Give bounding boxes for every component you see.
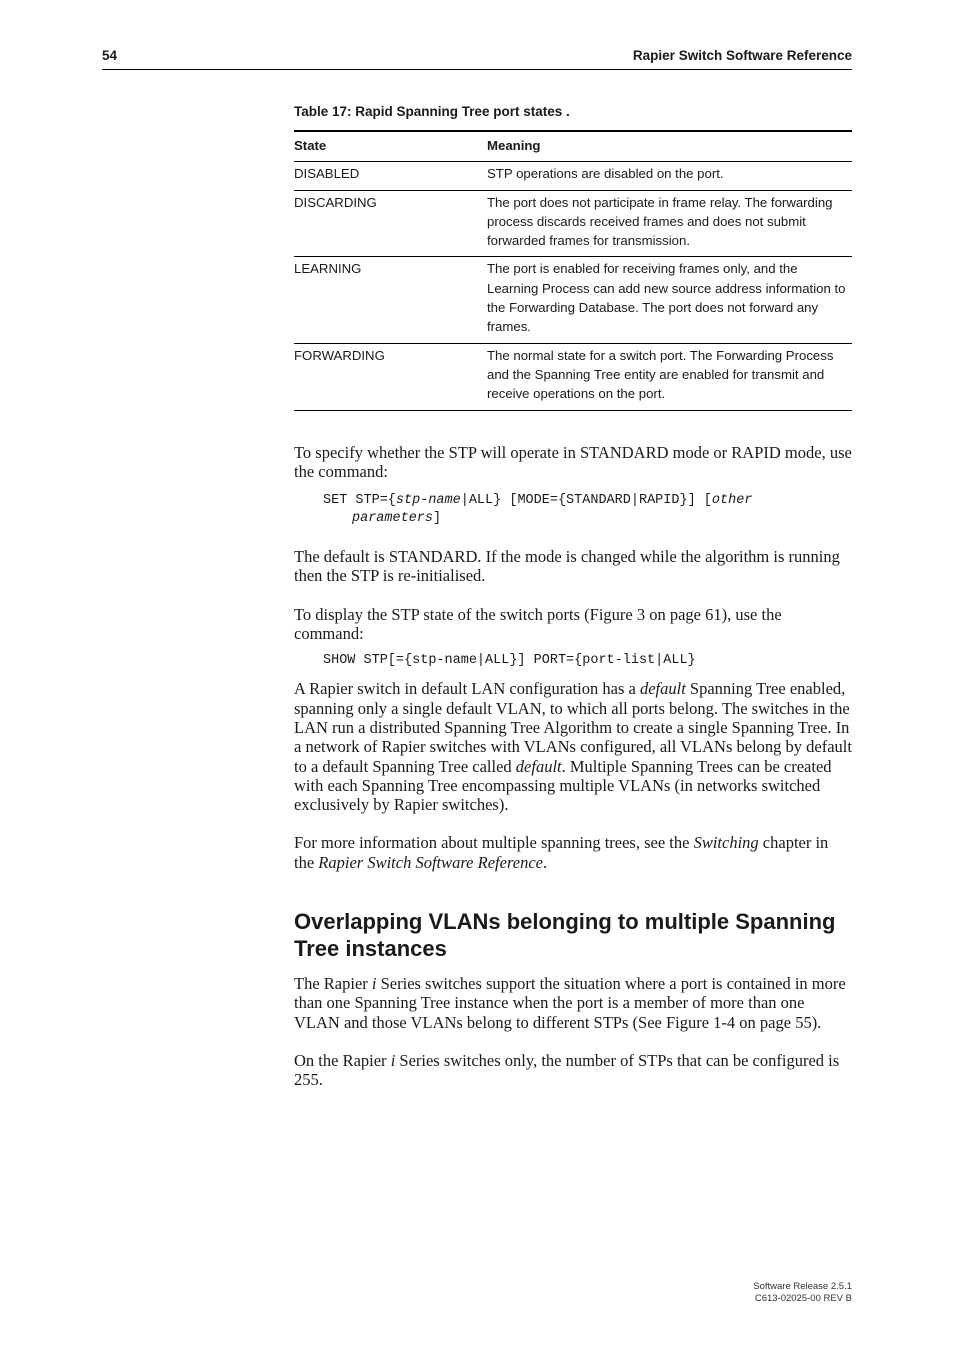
text-run: Series switches support the situation where a port is contained in more than one Spanning Tree instance when the port is a member of more than one VLAN and those VLANs belong to different STPs (See Figure 1-4 on page 55). (294, 974, 846, 1032)
emphasis: i (390, 1050, 396, 1070)
state-cell: DISABLED (294, 162, 487, 190)
state-cell: LEARNING (294, 257, 487, 343)
command-line (323, 492, 852, 510)
emphasis: Switching (693, 833, 759, 853)
text-run: chapter in the (294, 833, 829, 872)
paragraph-stp-mode: To specify whether the STP will operate in STANDARD mode or RAPID mode, use the command: (294, 442, 852, 481)
footer-release: Software Release 2.5.1 (753, 1281, 852, 1292)
table-row (294, 257, 852, 343)
port-states-table (294, 130, 852, 411)
page-content (294, 104, 852, 1090)
paragraph-more-info (294, 833, 852, 872)
page-footer (753, 1281, 852, 1305)
table-row (294, 343, 852, 410)
command-set-stp (323, 492, 852, 528)
text-run: The Rapier (294, 974, 372, 994)
text-run: A Rapier switch in default LAN configuration has a (294, 679, 640, 699)
command-line: SHOW STP[={stp-name|ALL}] PORT={port-list|ALL} (323, 653, 696, 669)
emphasis: i (371, 974, 377, 994)
table-caption: Table 17: Rapid Spanning Tree port states . (294, 104, 570, 119)
paragraph-stp-limit (294, 1051, 852, 1090)
code-param: parameters (352, 511, 434, 527)
code-param: other (711, 493, 753, 509)
code-text: ] (433, 511, 442, 527)
footer-docnum: C613-02025-00 REV B (754, 1293, 852, 1304)
text-run: . Multiple Spanning Trees can be created with each Spanning Tree encompassing multiple VLANs (in networks switched exclusively by Rapier switches). (294, 756, 832, 815)
emphasis: default (639, 679, 686, 699)
table-header-row (294, 131, 852, 162)
code-text: SET STP={ (323, 493, 396, 509)
command-show-stp (323, 652, 852, 670)
paragraph-default-mode: The default is STANDARD. If the mode is changed while the algorithm is running then the STP is re-initialised. (294, 547, 840, 586)
table-row (294, 162, 852, 190)
text-run: Spanning Tree enabled, spanning only a single default VLAN, to which all ports belong. The switches in the LAN run a distributed Spanning Tree Algorithm to create a single Spanning Tree. In a network of Rapier switches with VLANs configured, all VLANs belong by default to a default Spanning Tree called (294, 679, 852, 776)
paragraph-show-stp: To display the STP state of the switch ports (Figure 3 on page 61), use the command: (294, 604, 782, 644)
running-title: Rapier Switch Software Reference (632, 48, 852, 63)
column-header-state: State (294, 131, 487, 162)
column-header-meaning: Meaning (487, 131, 852, 162)
section-heading: Overlapping VLANs belonging to multiple Spanning Tree instances (294, 909, 836, 962)
meaning-cell: STP operations are disabled on the port. (487, 162, 852, 190)
emphasis: Rapier Switch Software Reference (318, 852, 543, 872)
code-text: |ALL} [MODE={STANDARD|RAPID}] [ (460, 493, 712, 509)
paragraph-default-spanning-tree (294, 679, 852, 814)
state-cell: FORWARDING (294, 343, 487, 410)
emphasis: default (515, 756, 562, 776)
page-header (102, 48, 852, 70)
meaning-cell: The port does not participate in frame relay. The forwarding process discards received frames and does not submit forwarded frames for transmission. (487, 190, 852, 257)
text-run: Series switches only, the number of STPs that can be configured is 255. (294, 1050, 840, 1090)
text-run: . (542, 852, 548, 872)
code-param: stp-name (395, 493, 461, 509)
table-row (294, 190, 852, 257)
command-line (323, 510, 852, 528)
paragraph-overlapping-vlans (294, 974, 852, 1032)
meaning-cell: The port is enabled for receiving frames only, and the Learning Process can add new source address information to the Forwarding Database. The port does not forward any frames. (487, 257, 852, 343)
state-cell: DISCARDING (294, 190, 487, 257)
page-number: 54 (102, 48, 118, 63)
meaning-cell: The normal state for a switch port. The Forwarding Process and the Spanning Tree entity are enabled for transmit and receive operations on the port. (487, 343, 852, 410)
text-run: For more information about multiple spanning trees, see the (294, 833, 694, 853)
text-run: On the Rapier (294, 1050, 391, 1070)
